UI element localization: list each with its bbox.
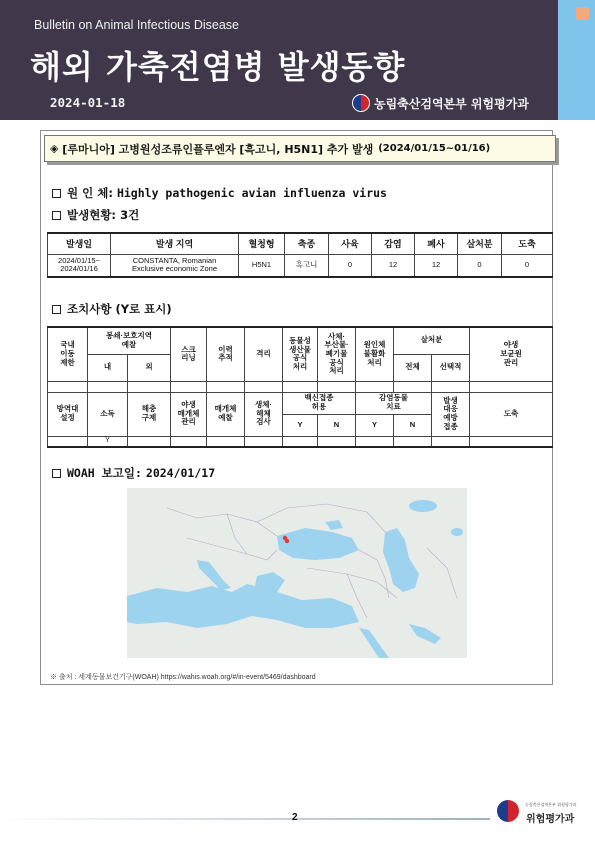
col-subheader: Y [356, 414, 394, 436]
col-header: 원인체 불활화 처리 [356, 327, 394, 381]
col-subheader: Y [283, 414, 318, 436]
source-note: ※ 출처 : 세계동물보건기구(WOAH) https://wahis.woah.org/#/in-event/5469/dashboard [50, 674, 316, 681]
col-header: 살처분 [458, 233, 502, 254]
col-header: 사체· 부산물· 폐기물 공식 처리 [318, 327, 356, 381]
col-header: 스크 리닝 [171, 327, 207, 381]
col-header: 발생 지역 [111, 233, 239, 254]
col-header: 야생 매개체 관리 [171, 392, 207, 436]
col-header: 도축 [470, 392, 553, 436]
col-header: 발생일 [48, 233, 111, 254]
cell-date: 2024/01/15~ 2024/01/16 [48, 254, 111, 277]
col-subheader: N [394, 414, 432, 436]
org-name: 농림축산검역본부 위험평가과 [374, 96, 529, 111]
col-header: 봉쇄·보호지역 예찰 [88, 327, 171, 354]
cell-dead: 12 [415, 254, 458, 277]
col-header: 살처분 [394, 327, 470, 354]
cell-reared: 0 [329, 254, 372, 277]
table-row [48, 436, 553, 447]
map-graphic [127, 488, 467, 658]
report-dates: (2024/01/15~01/16) [378, 143, 491, 154]
report-title: [루마니아] 고병원성조류인플루엔자 [흑고니, H5N1] 추가 발생 [62, 142, 374, 156]
cell-region: CONSTANTA, Romanian Exclusive economic Zone [111, 254, 239, 277]
outbreak-label: 발생현황: [67, 208, 117, 222]
checkbox-square-icon [52, 305, 61, 314]
cell-serotype: H5N1 [239, 254, 285, 277]
woah-label: WOAH 보고일: [67, 466, 142, 480]
measures-line [52, 301, 172, 317]
checkbox-square-icon [52, 211, 61, 220]
outbreak-line [52, 207, 139, 223]
report-title-box [44, 135, 556, 162]
lake [409, 500, 437, 512]
col-header: 축종 [285, 233, 329, 254]
bulletin-label: Bulletin on Animal Infectious Disease [34, 18, 239, 32]
col-header: 방역대 설정 [48, 392, 88, 436]
measures-header-row-1 [48, 327, 553, 354]
footer-divider [0, 818, 490, 820]
col-subheader: 전체 [394, 354, 432, 381]
pathogen-label: 원 인 체: [67, 186, 113, 200]
cell-culled: 0 [458, 254, 502, 277]
org-logo-icon [352, 94, 370, 112]
page-title: 해외 가축전염병 발생동향 [30, 48, 406, 86]
table-row [48, 254, 553, 277]
col-subheader: 선택적 [432, 354, 470, 381]
col-header: 도축 [502, 233, 553, 254]
col-header: 소독 [88, 392, 128, 436]
table-row [48, 381, 553, 392]
col-header: 국내 이동 제한 [48, 327, 88, 381]
cell-slaughtered: 0 [502, 254, 553, 277]
footer-org: 위험평가과 [526, 814, 575, 825]
outbreak-marker-icon [285, 539, 289, 543]
col-subheader: 외 [128, 354, 171, 381]
outbreak-table-header [48, 233, 553, 254]
measures-label: 조치사항 (Y로 표시) [67, 302, 172, 316]
pathogen-line [52, 185, 387, 201]
footer-org-small: 농림축산검역본부 위험평가과 [525, 802, 577, 807]
col-header: 감염 [372, 233, 415, 254]
col-header: 사육 [329, 233, 372, 254]
col-header: 감염동물 치료 [356, 392, 432, 414]
cell-species: 흑고니 [285, 254, 329, 277]
cell-infected: 12 [372, 254, 415, 277]
woah-date: 2024/01/17 [145, 466, 216, 480]
checkbox-square-icon [52, 189, 61, 198]
col-header: 야생 보균원 관리 [470, 327, 553, 381]
lake [451, 528, 463, 536]
bulletin-date: 2024-01-18 [50, 95, 126, 110]
col-header: 해충 구제 [128, 392, 171, 436]
org-badge [352, 94, 529, 112]
diamond-icon: ◈ [50, 142, 63, 155]
col-subheader: 내 [88, 354, 128, 381]
col-header: 동물성 생산물 공식 처리 [283, 327, 318, 381]
col-header: 백신접종 허용 [283, 392, 356, 414]
col-header: 생체· 해체 검사 [245, 392, 283, 436]
outbreak-table [47, 232, 553, 278]
col-header: 발생 대응 예방 접종 [432, 392, 470, 436]
measures-header-row-2 [48, 392, 553, 414]
footer-logo-icon [497, 800, 519, 822]
outbreak-map [127, 488, 467, 658]
header-accent-square [576, 7, 589, 20]
col-header: 폐사 [415, 233, 458, 254]
pathogen-value: Highly pathogenic avian influenza virus [116, 186, 387, 200]
col-header: 이력 추적 [207, 327, 245, 381]
measures-table [47, 326, 553, 448]
cell-disinfection-value: Y [88, 436, 128, 447]
col-header: 격리 [245, 327, 283, 381]
col-subheader: N [318, 414, 356, 436]
outbreak-value: 3건 [120, 208, 140, 222]
col-header: 매개체 예찰 [207, 392, 245, 436]
checkbox-square-icon [52, 469, 61, 478]
woah-line [52, 465, 215, 481]
col-header: 혈청형 [239, 233, 285, 254]
page-number: 2 [292, 812, 298, 823]
